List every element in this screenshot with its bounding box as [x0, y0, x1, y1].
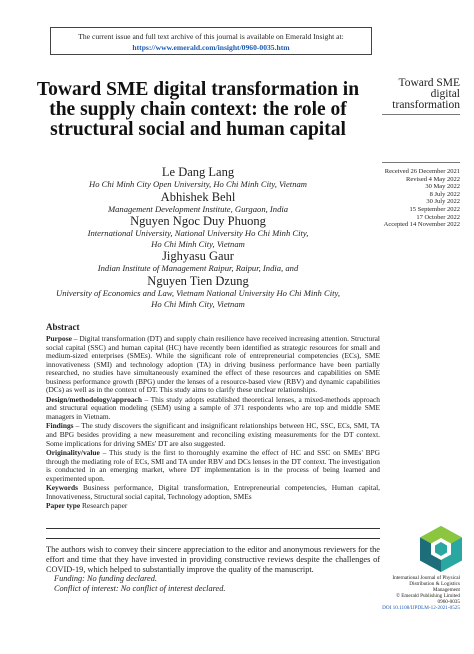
section-label: Findings	[46, 421, 74, 431]
notice-text: The current issue and full text archive of this journal is available on Emerald Insight at:	[78, 32, 344, 41]
abstract-paper-type	[46, 502, 380, 511]
date-line: 17 October 2022	[416, 213, 460, 221]
conflict-text: Conflict of interest: No conflict of interest declared.	[54, 584, 226, 594]
author-name: Nguyen Tien Dzung	[147, 273, 249, 288]
section-label: Purpose	[46, 334, 72, 343]
author-name: Abhishek Behl	[160, 189, 236, 204]
section-label: Keywords	[46, 483, 79, 493]
journal-line: International Journal of Physical	[392, 575, 460, 581]
acknowledgement: The authors wish to convey their sincere appreciation to the editor and anonymous reviewers for the effort and time that they have invested in providing constructive reviews despite the challenges of COVID-19, which helped to substantially improve the quality of the manuscript.	[46, 545, 380, 574]
doi-link[interactable]: DOI 10.1108/IJPDLM-12-2021-0525	[382, 605, 460, 611]
conflict-note	[46, 584, 380, 594]
journal-link[interactable]: https://www.emerald.com/insight/0960-0035.htm	[132, 43, 290, 52]
abstract	[46, 322, 380, 512]
running-title-line: transformation	[392, 99, 460, 111]
section-label: Originality/value	[46, 448, 100, 458]
journal-line: © Emerald Publishing Limited	[395, 593, 460, 599]
journal-info	[368, 575, 460, 611]
abstract-originality	[46, 449, 380, 483]
section-text: – Digital transformation (DT) and supply chain resilience have received increasing attention. Structural social capital (SSC) and human capital (HC) have recently been identified as strategic resources for small and medium-sized enterprises (SMEs). While the significant role of entrepreneurial competencies (ECs), SME innovativeness (SMI) and technology adoption (TA) in driving business performance have been partially researched, no studies have simultaneously examined the effect of these resources and capabilities on SME business performance growth (BPG) under the lenses of a resource-based view (RBV) and dynamic capabilities (DCs) as well as in the context of DT. This study aims to clarify these unclear relationships.	[46, 334, 380, 395]
date-line: 30 May 2022	[425, 183, 460, 191]
section-text: Business performance, Digital transformation, Entrepreneurial competencies, Human capital, Innovativeness, Structural social capital, Technology adoption, SMEs	[46, 483, 380, 501]
divider	[382, 162, 460, 163]
divider	[46, 528, 380, 529]
availability-notice	[50, 27, 372, 55]
section-text: – This study adopts established theoretical lenses, a mixed-methods approach and structural equation modeling (SEM) using a sample of 371 respondents who are top and middle SME managers in Vietnam.	[46, 394, 380, 421]
date-line: 15 September 2022	[409, 205, 460, 213]
section-label: Paper type	[46, 501, 81, 511]
author-affiliation: Ho Chi Minh City, Vietnam	[151, 238, 245, 249]
footnotes	[46, 545, 380, 594]
divider	[382, 114, 460, 115]
funding-note	[46, 574, 380, 584]
abstract-keywords	[46, 484, 380, 501]
section-text: – This study is the first to thoroughly examine the effect of HC and SSC on SMEs' BPG through the mediating role of ECs, SMI and TA under RBV and DCs lenses in the DT context. The investigation is conducted in an emerging market, where DT implementation is in the process of being learned and experimented upon.	[46, 448, 380, 483]
date-line: Revised 4 May 2022	[406, 175, 460, 183]
author-affiliation: Ho Chi Minh City, Vietnam	[151, 298, 245, 309]
date-line: 8 July 2022	[429, 190, 460, 198]
history-dates	[370, 168, 460, 229]
date-line: Accepted 14 November 2022	[383, 221, 460, 229]
journal-line: Management	[432, 587, 460, 593]
paper-title: Toward SME digital transformation in the supply chain context: the role of structural social and human capital	[36, 79, 360, 140]
abstract-heading: Abstract	[46, 322, 80, 332]
author-affiliation: Management Development Institute, Gurgaon, India	[107, 203, 289, 214]
abstract-design	[46, 396, 380, 422]
journal-line: 0960-0035	[437, 599, 460, 605]
author-affiliation: International University, National University Ho Chi Minh City,	[87, 228, 309, 239]
abstract-findings	[46, 422, 380, 448]
running-title	[380, 78, 460, 111]
journal-line: Distribution & Logistics	[409, 581, 460, 587]
divider	[46, 538, 380, 539]
author-name: Jighyasu Gaur	[162, 249, 234, 264]
section-text: Research paper	[80, 501, 128, 511]
author-list	[28, 165, 368, 309]
date-line: 30 July 2022	[426, 198, 460, 206]
abstract-purpose	[46, 335, 380, 395]
author-affiliation: University of Economics and Law, Vietnam National University Ho Chi Minh City,	[56, 287, 340, 298]
publisher-logo-icon	[420, 526, 462, 572]
date-line: Received 26 December 2021	[384, 168, 460, 175]
running-title-line: digital	[430, 88, 460, 100]
funding-text: Funding: No funding declared.	[54, 574, 157, 584]
author-affiliation: Indian Institute of Management Raipur, Raipur, India, and	[97, 263, 299, 274]
author-name: Le Dang Lang	[161, 165, 235, 179]
section-text: – The study discovers the significant and insignificant relationships between HC, SSC, ECs, SMI, TA and BPG besides providing a new measurement and reconciling existing measurements for the DT context. Some implications for driving SMEs' DT are also suggested.	[46, 421, 380, 448]
author-affiliation: Ho Chi Minh City Open University, Ho Chi Minh City, Vietnam	[88, 179, 307, 189]
running-title-line: Toward SME	[398, 77, 460, 89]
section-label: Design/methodology/approach	[46, 394, 142, 404]
author-name: Nguyen Ngoc Duy Phuong	[130, 214, 266, 229]
